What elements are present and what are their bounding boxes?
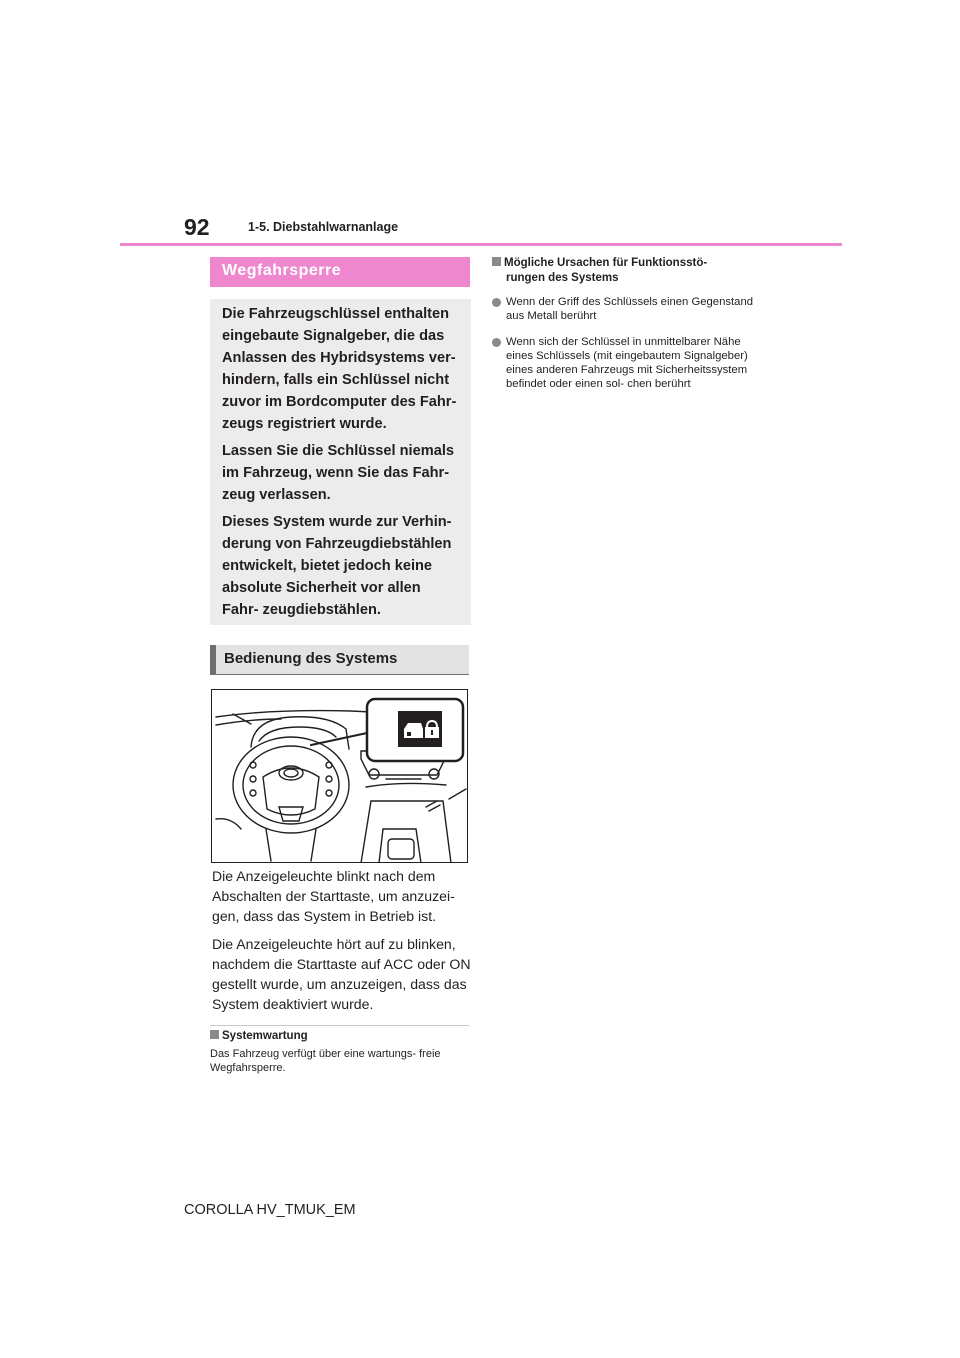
- causes-heading-line1: Mögliche Ursachen für Funktionsstö-: [504, 257, 708, 269]
- info-paragraph: Lassen Sie die Schlüssel niemals im Fahrzeug, wenn Sie das Fahr- zeug verlassen.: [222, 443, 454, 503]
- info-paragraph: Die Fahrzeugschlüssel enthalten eingebaute Signalgeber, die das Anlassen des Hybridsystems ver- hindern, falls ein Schlüssel nicht zuvor im Bordcomputer des Fahr- zeugs registriert wurde.: [222, 306, 457, 432]
- info-paragraph: Dieses System wurde zur Verhin- derung von Fahrzeugdiebstählen entwickelt, bietet jedoch keine absolute Sicherheit vor allen Fahr- zeugdiebstählen.: [222, 514, 452, 618]
- causes-heading: [492, 256, 762, 286]
- systemwartung-heading-text: Systemwartung: [222, 1030, 308, 1042]
- header-rule: [120, 243, 842, 246]
- description-paragraph: Die Anzeigeleuchte hört auf zu blinken, nachdem die Starttaste auf ACC oder ON gestellt wurde, um anzuzeigen, dass das System deaktiviert wurde.: [212, 936, 471, 1012]
- description-paragraph: Die Anzeigeleuchte blinkt nach dem Abschalten der Starttaste, um anzuzei- gen, dass das System in Betrieb ist.: [212, 868, 455, 924]
- round-bullet-icon: [492, 298, 501, 307]
- round-bullet-icon: [492, 338, 501, 347]
- divider: [210, 1025, 469, 1026]
- wegfahrsperre-heading: Wegfahrsperre: [210, 257, 470, 287]
- square-bullet-icon: [210, 1030, 219, 1039]
- footer-model: COROLLA HV_TMUK_EM: [184, 1202, 356, 1218]
- page-number: 92: [184, 214, 210, 240]
- systemwartung-text: Das Fahrzeug verfügt über eine wartungs- freie Wegfahrsperre.: [210, 1048, 441, 1074]
- list-item-text: Wenn der Griff des Schlüssels einen Gegenstand aus Metall berührt: [506, 296, 754, 322]
- info-box: [210, 299, 471, 625]
- list-item: [492, 295, 764, 323]
- list-item: [492, 335, 764, 391]
- causes-heading-line2: rungen des Systems: [506, 272, 619, 284]
- square-bullet-icon: [492, 257, 501, 266]
- systemwartung-heading: [210, 1030, 308, 1042]
- dashboard-steering-wheel-illustration: [211, 689, 468, 863]
- section-title: 1-5. Diebstahlwarnanlage: [248, 220, 399, 234]
- bedienung-description: [212, 866, 474, 1022]
- bedienung-heading: Bedienung des Systems: [210, 645, 469, 675]
- list-item-text: Wenn sich der Schlüssel in unmittelbarer Nähe eines Schlüssels (mit eingebautem Signalgeber) eines anderen Fahrzeugs mit Sicherheitssystem befindet oder einen sol- chen berührt: [506, 336, 748, 390]
